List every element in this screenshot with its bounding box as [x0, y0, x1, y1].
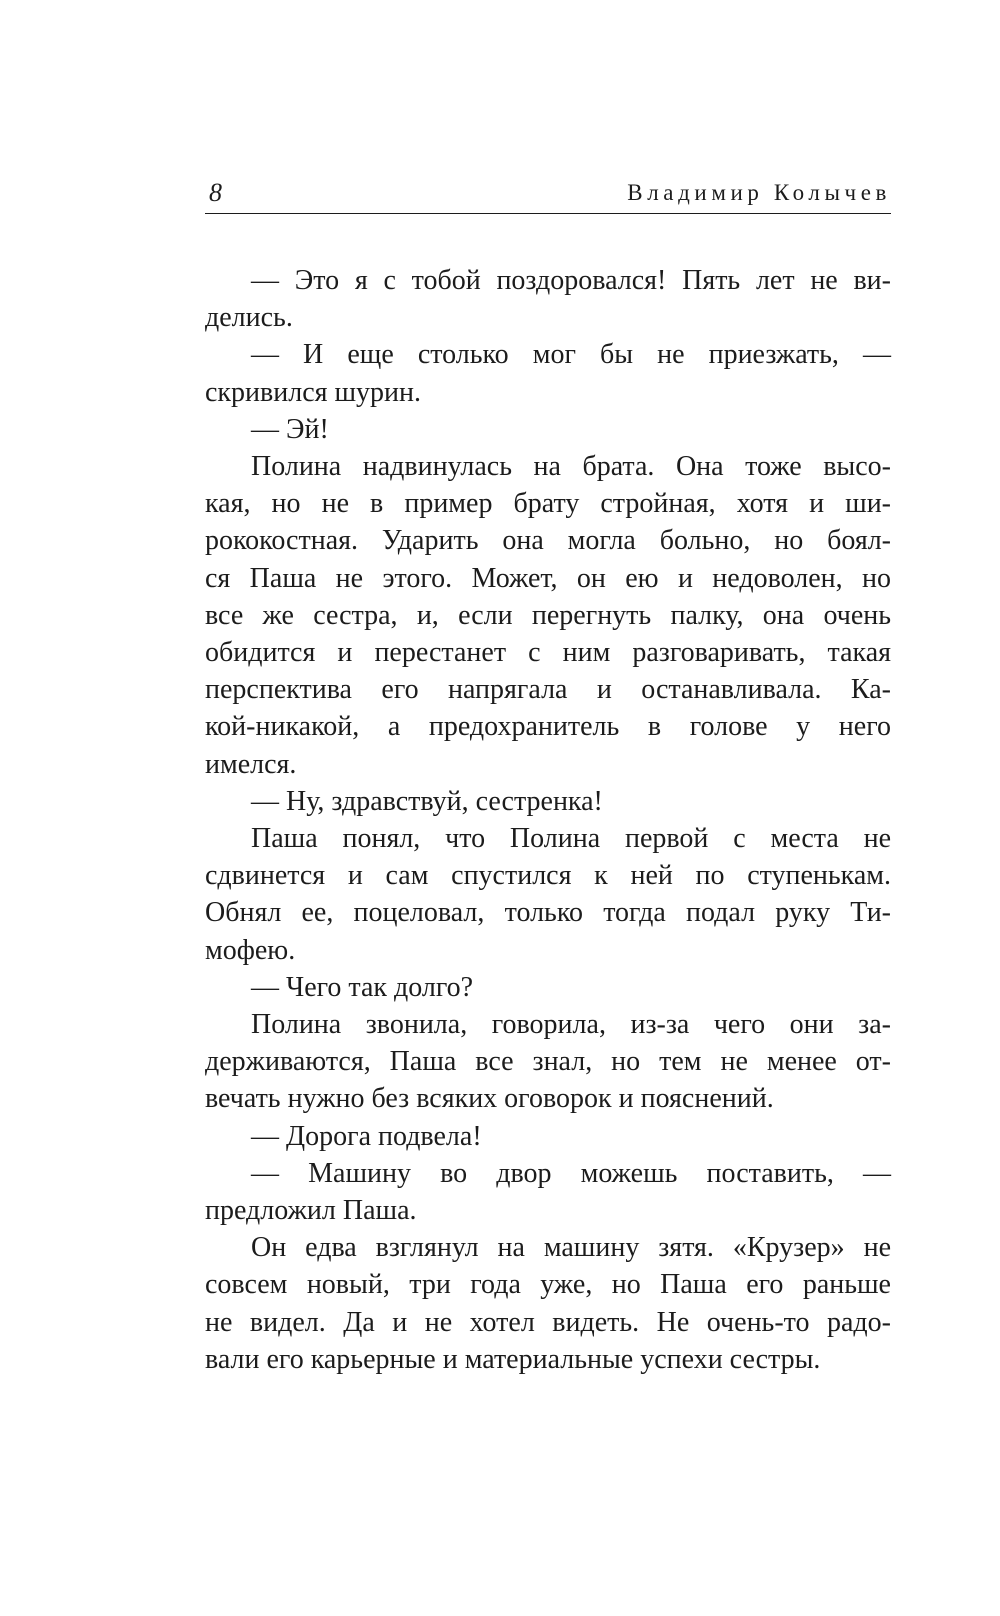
text-line: — Дорога подвела! [251, 1120, 482, 1152]
paragraph [205, 969, 891, 1006]
text-line: кая, но не в пример брату стройная, хотя и ши- [205, 488, 891, 520]
text-line: совсем новый, три года уже, но Паша его раньше [205, 1269, 891, 1301]
text-line: — Чего так долго? [251, 971, 474, 1003]
text-line: вали его карьерные и материальные успехи сестры. [205, 1343, 821, 1375]
paragraph [205, 783, 891, 820]
paragraph [205, 1229, 891, 1378]
text-line: обидится и перестанет с ним разговаривать, такая [205, 637, 891, 669]
text-line: скривился шурин. [205, 376, 422, 408]
text-line: — Ну, здравствуй, сестренка! [251, 785, 603, 817]
text-line: Обнял ее, поцеловал, только тогда подал руку Ти- [205, 897, 891, 929]
paragraph [205, 448, 891, 783]
paragraph [205, 411, 891, 448]
header-rule [205, 213, 891, 214]
text-line: имелся. [205, 748, 297, 780]
text-line: Полина надвинулась на брата. Она тоже высо- [251, 451, 891, 483]
text-line: не видел. Да и не хотел видеть. Не очень-то радо- [205, 1306, 891, 1338]
text-line: сдвинется и сам спустился к ней по ступенькам. [205, 860, 891, 892]
text-line: Паша понял, что Полина первой с места не [251, 823, 891, 855]
text-line: мофею. [205, 934, 296, 966]
text-line: делись. [205, 302, 293, 334]
page-header [205, 176, 891, 210]
text-line: — Эй! [251, 413, 329, 445]
text-line: Он едва взглянул на машину зятя. «Крузер» не [251, 1232, 891, 1264]
text-line: предложил Паша. [205, 1195, 417, 1227]
text-line: перспектива его напрягала и останавливала. Ка- [205, 674, 891, 706]
paragraph [205, 1155, 891, 1229]
text-line: ся Паша не этого. Может, он ею и недоволен, но [205, 562, 891, 594]
text-line: вечать нужно без всяких оговорок и пояснений. [205, 1083, 774, 1115]
text-line: Полина звонила, говорила, из-за чего они за- [251, 1009, 891, 1041]
text-line: — Машину во двор можешь поставить, — [251, 1157, 891, 1189]
text-line: — И еще столько мог бы не приезжать, — [251, 339, 891, 371]
paragraph [205, 336, 891, 410]
text-line: все же сестра, и, если перегнуть палку, она очень [205, 599, 891, 631]
paragraph [205, 820, 891, 969]
text-line: кой-никакой, а предохранитель в голове у него [205, 711, 891, 743]
page-number: 8 [209, 178, 222, 207]
text-line: — Это я с тобой поздоровался! Пять лет не ви- [251, 265, 891, 296]
paragraph [205, 262, 891, 336]
body-text [205, 262, 891, 1378]
paragraph [205, 1006, 891, 1118]
paragraph [205, 1118, 891, 1155]
text-line: рококостная. Ударить она могла больно, но боял- [205, 525, 891, 557]
running-title: Владимир Колычев [627, 180, 891, 205]
text-line: держиваются, Паша все знал, но тем не менее от- [205, 1046, 891, 1078]
